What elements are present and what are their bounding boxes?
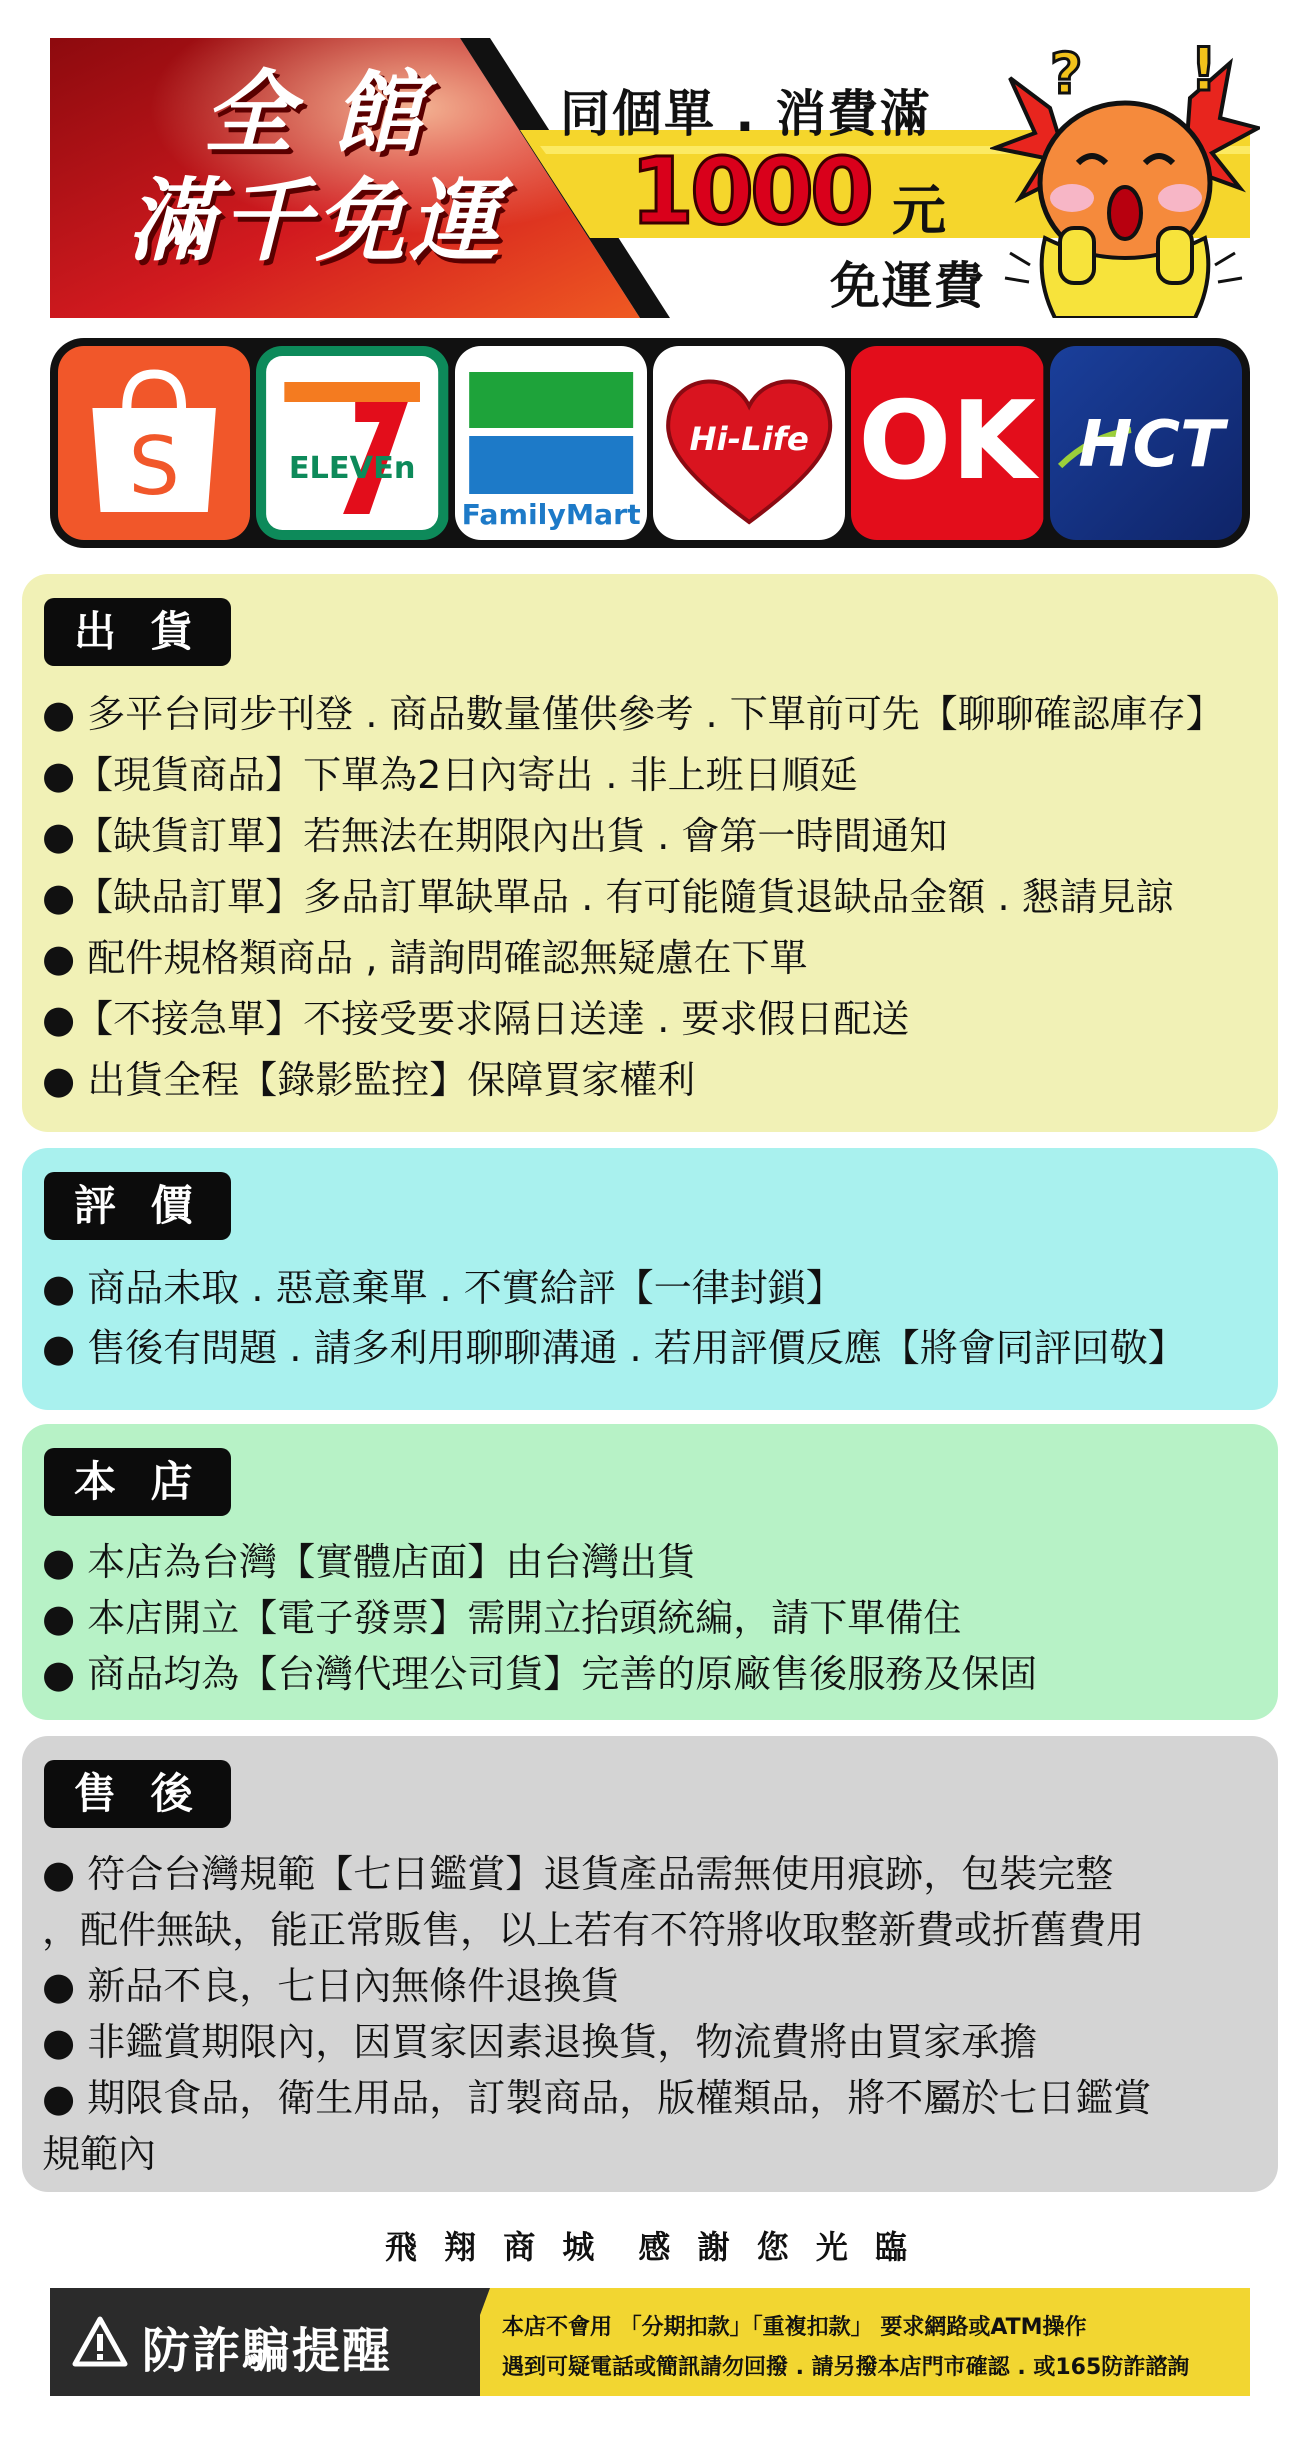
- logo-shopee: [58, 346, 250, 540]
- seven-eleven-icon: [256, 346, 448, 540]
- store-section: [22, 1424, 1278, 1720]
- logo-hct: [1050, 346, 1242, 540]
- list-item: ● 商品均為【台灣代理公司貨】完善的原廠售後服務及保固: [42, 1652, 1038, 1696]
- banner-free-shipping: 免運費: [830, 257, 986, 315]
- list-item: ● 非鑑賞期限內，因買家因素退換貨，物流費將由買家承擔: [42, 2020, 1038, 2064]
- logo-familymart: [455, 346, 647, 540]
- fraud-notice-line2: 遇到可疑電話或簡訊請勿回撥 . 請另撥本店門市確認 . 或165防詐諮詢: [502, 2355, 1190, 2380]
- review-section-title: 評 價: [44, 1172, 231, 1240]
- hct-logistics-icon: [1050, 346, 1242, 540]
- store-list: [42, 1534, 1258, 1702]
- list-item: ，配件無缺，能正常販售，以上若有不符將收取整新費或折舊費用: [42, 1908, 1145, 1952]
- after-sales-section-title: 售 後: [44, 1760, 231, 1828]
- list-item: ● 本店為台灣【實體店面】由台灣出貨: [42, 1540, 696, 1584]
- banner-currency-unit: 元: [892, 179, 946, 242]
- list-item: ●【缺貨訂單】若無法在期限內出貨 . 會第一時間通知: [42, 814, 948, 858]
- logo-shopee-text: S: [128, 419, 180, 513]
- logo-familymart-text: FamilyMart: [461, 498, 641, 531]
- list-item: ● 本店開立【電子發票】需開立抬頭統編，請下單備住: [42, 1596, 962, 1640]
- logo-7-eleven: [256, 346, 448, 540]
- list-item: ● 多平台同步刊登 . 商品數量僅供參考 . 下單前可先【聊聊確認庫存】: [42, 692, 1224, 736]
- banner-headline: [80, 60, 550, 276]
- thanks-line: [0, 2222, 1300, 2268]
- store-section-title: 本 店: [44, 1448, 231, 1516]
- list-item: ●【現貨商品】下單為2日內寄出 . 非上班日順延: [42, 753, 858, 797]
- store-name: 飛 翔 商 城: [384, 2228, 603, 2266]
- shopee-bag-icon: [58, 346, 250, 540]
- logo-hi-life-text: Hi-Life: [689, 420, 809, 458]
- logistics-logos: [50, 338, 1250, 548]
- logo-hct-text: HCT: [1077, 407, 1224, 482]
- banner-amount: 1000: [630, 138, 871, 245]
- thanks-text: 感 謝 您 光 臨: [638, 2228, 915, 2266]
- list-item: ●【缺品訂單】多品訂單缺單品 . 有可能隨貨退缺品金額 . 懇請見諒: [42, 875, 1174, 919]
- fraud-title: 防詐騙提醒: [142, 2323, 393, 2379]
- list-item: ● 配件規格類商品 , 請詢問確認無疑慮在下單: [42, 936, 808, 980]
- anti-fraud-banner: [50, 2288, 1250, 2396]
- free-shipping-banner: [50, 38, 1250, 318]
- banner-headline-line2: 滿千免運: [127, 169, 503, 274]
- familymart-icon: [455, 346, 647, 540]
- list-item: ● 出貨全程【錄影監控】保障買家權利: [42, 1058, 696, 1102]
- hi-life-heart-icon: [653, 346, 845, 540]
- banner-condition: 同個單 . 消費滿: [560, 85, 932, 143]
- warning-icon: [72, 2314, 128, 2370]
- list-item: ●【不接急單】不接受要求隔日送達 . 要求假日配送: [42, 997, 910, 1041]
- banner-headline-line1: 全 館: [203, 61, 427, 166]
- fraud-notice-line1: 本店不會用 「分期扣款」「重複扣款」 要求網路或ATM操作: [502, 2315, 1087, 2340]
- list-item: ● 售後有問題 . 請多利用聊聊溝通 . 若用評價反應【將會同評回敬】: [42, 1326, 1186, 1370]
- after-sales-list: [42, 1846, 1258, 2182]
- list-item: ● 符合台灣規範【七日鑑賞】退貨產品需無使用痕跡，包裝完整: [42, 1852, 1114, 1896]
- list-item: ● 新品不良，七日內無條件退換貨: [42, 1964, 620, 2008]
- shipping-section-title: 出 貨: [44, 598, 231, 666]
- list-item: ● 期限食品，衛生用品，訂製商品，版權類品，將不屬於七日鑑賞: [42, 2076, 1152, 2120]
- shipping-section: [22, 574, 1278, 1132]
- review-list: [42, 1258, 1258, 1378]
- logo-ok-text: OK: [858, 377, 1037, 504]
- logo-ok: [851, 346, 1043, 540]
- svg-text:?: ?: [1050, 42, 1083, 107]
- list-item: ● 商品未取 . 惡意棄單 . 不實給評【一律封鎖】: [42, 1266, 844, 1310]
- review-section: [22, 1148, 1278, 1410]
- svg-text:!: !: [1190, 38, 1218, 105]
- logo-7-eleven-text: ELEVEn: [289, 451, 416, 486]
- ok-mart-icon: [851, 346, 1043, 540]
- after-sales-section: [22, 1736, 1278, 2192]
- list-item: 規範內: [42, 2132, 157, 2176]
- logo-hi-life: [653, 346, 845, 540]
- shipping-list: [42, 684, 1258, 1111]
- mascot-icon: [990, 38, 1260, 318]
